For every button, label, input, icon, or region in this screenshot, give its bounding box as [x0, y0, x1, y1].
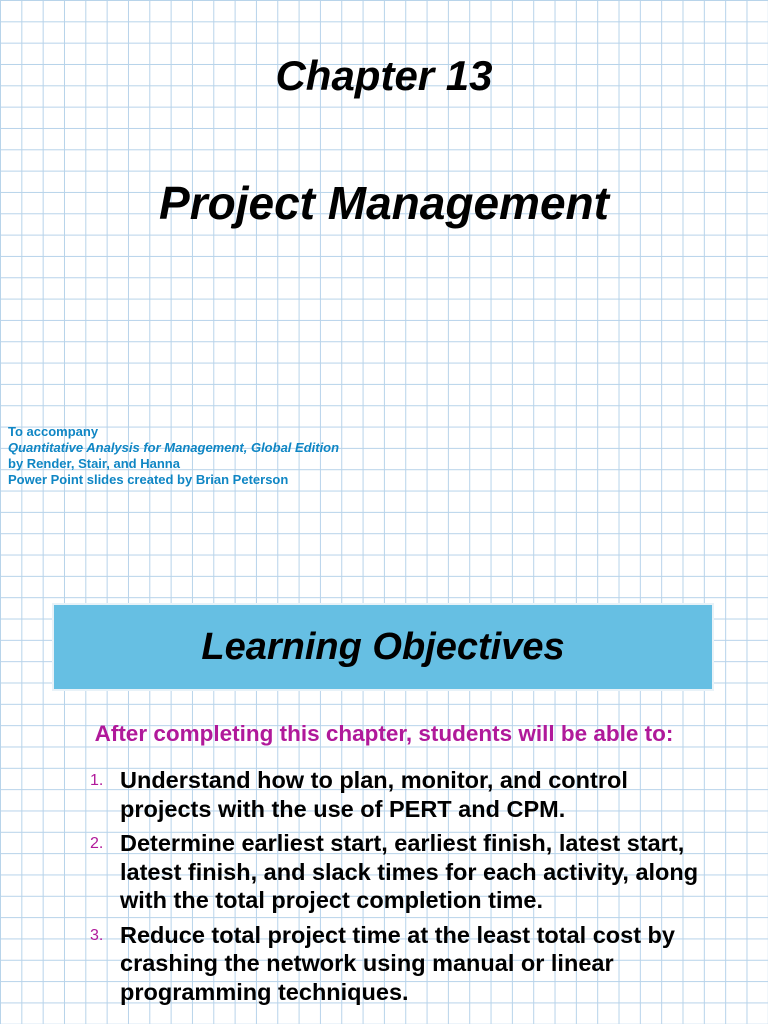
- item-number: 3.: [90, 926, 104, 944]
- chapter-number: Chapter 13: [275, 52, 493, 99]
- slides-author-line: Power Point slides created by Brian Peterson: [8, 472, 289, 487]
- slide-title: Project Management: [159, 177, 609, 229]
- item-text: Reduce total project time at the least total cost by crashing the network using manual or linear programming techniques.: [120, 921, 675, 1005]
- learning-objectives-banner: [52, 603, 714, 691]
- item-number: 2.: [90, 835, 104, 852]
- credits-block: [8, 424, 339, 488]
- authors-line: by Render, Stair, and Hanna: [8, 456, 180, 471]
- objectives-intro: After completing this chapter, students will be able to:: [94, 721, 674, 746]
- credits-line: To accompany: [8, 424, 99, 439]
- item-text: Understand how to plan, monitor, and control projects with the use of PERT and CPM.: [120, 767, 628, 822]
- list-item: [90, 829, 710, 915]
- objectives-list: [90, 766, 710, 1012]
- list-item: [90, 921, 710, 1007]
- item-text: Determine earliest start, earliest finish, latest start, latest finish, and slack times for each activity, along with the total project completion time.: [120, 830, 699, 913]
- banner-heading: Learning Objectives: [201, 625, 565, 668]
- book-title: Quantitative Analysis for Management, Global Edition: [8, 440, 340, 455]
- item-number: 1.: [90, 772, 104, 789]
- list-item: [90, 766, 710, 823]
